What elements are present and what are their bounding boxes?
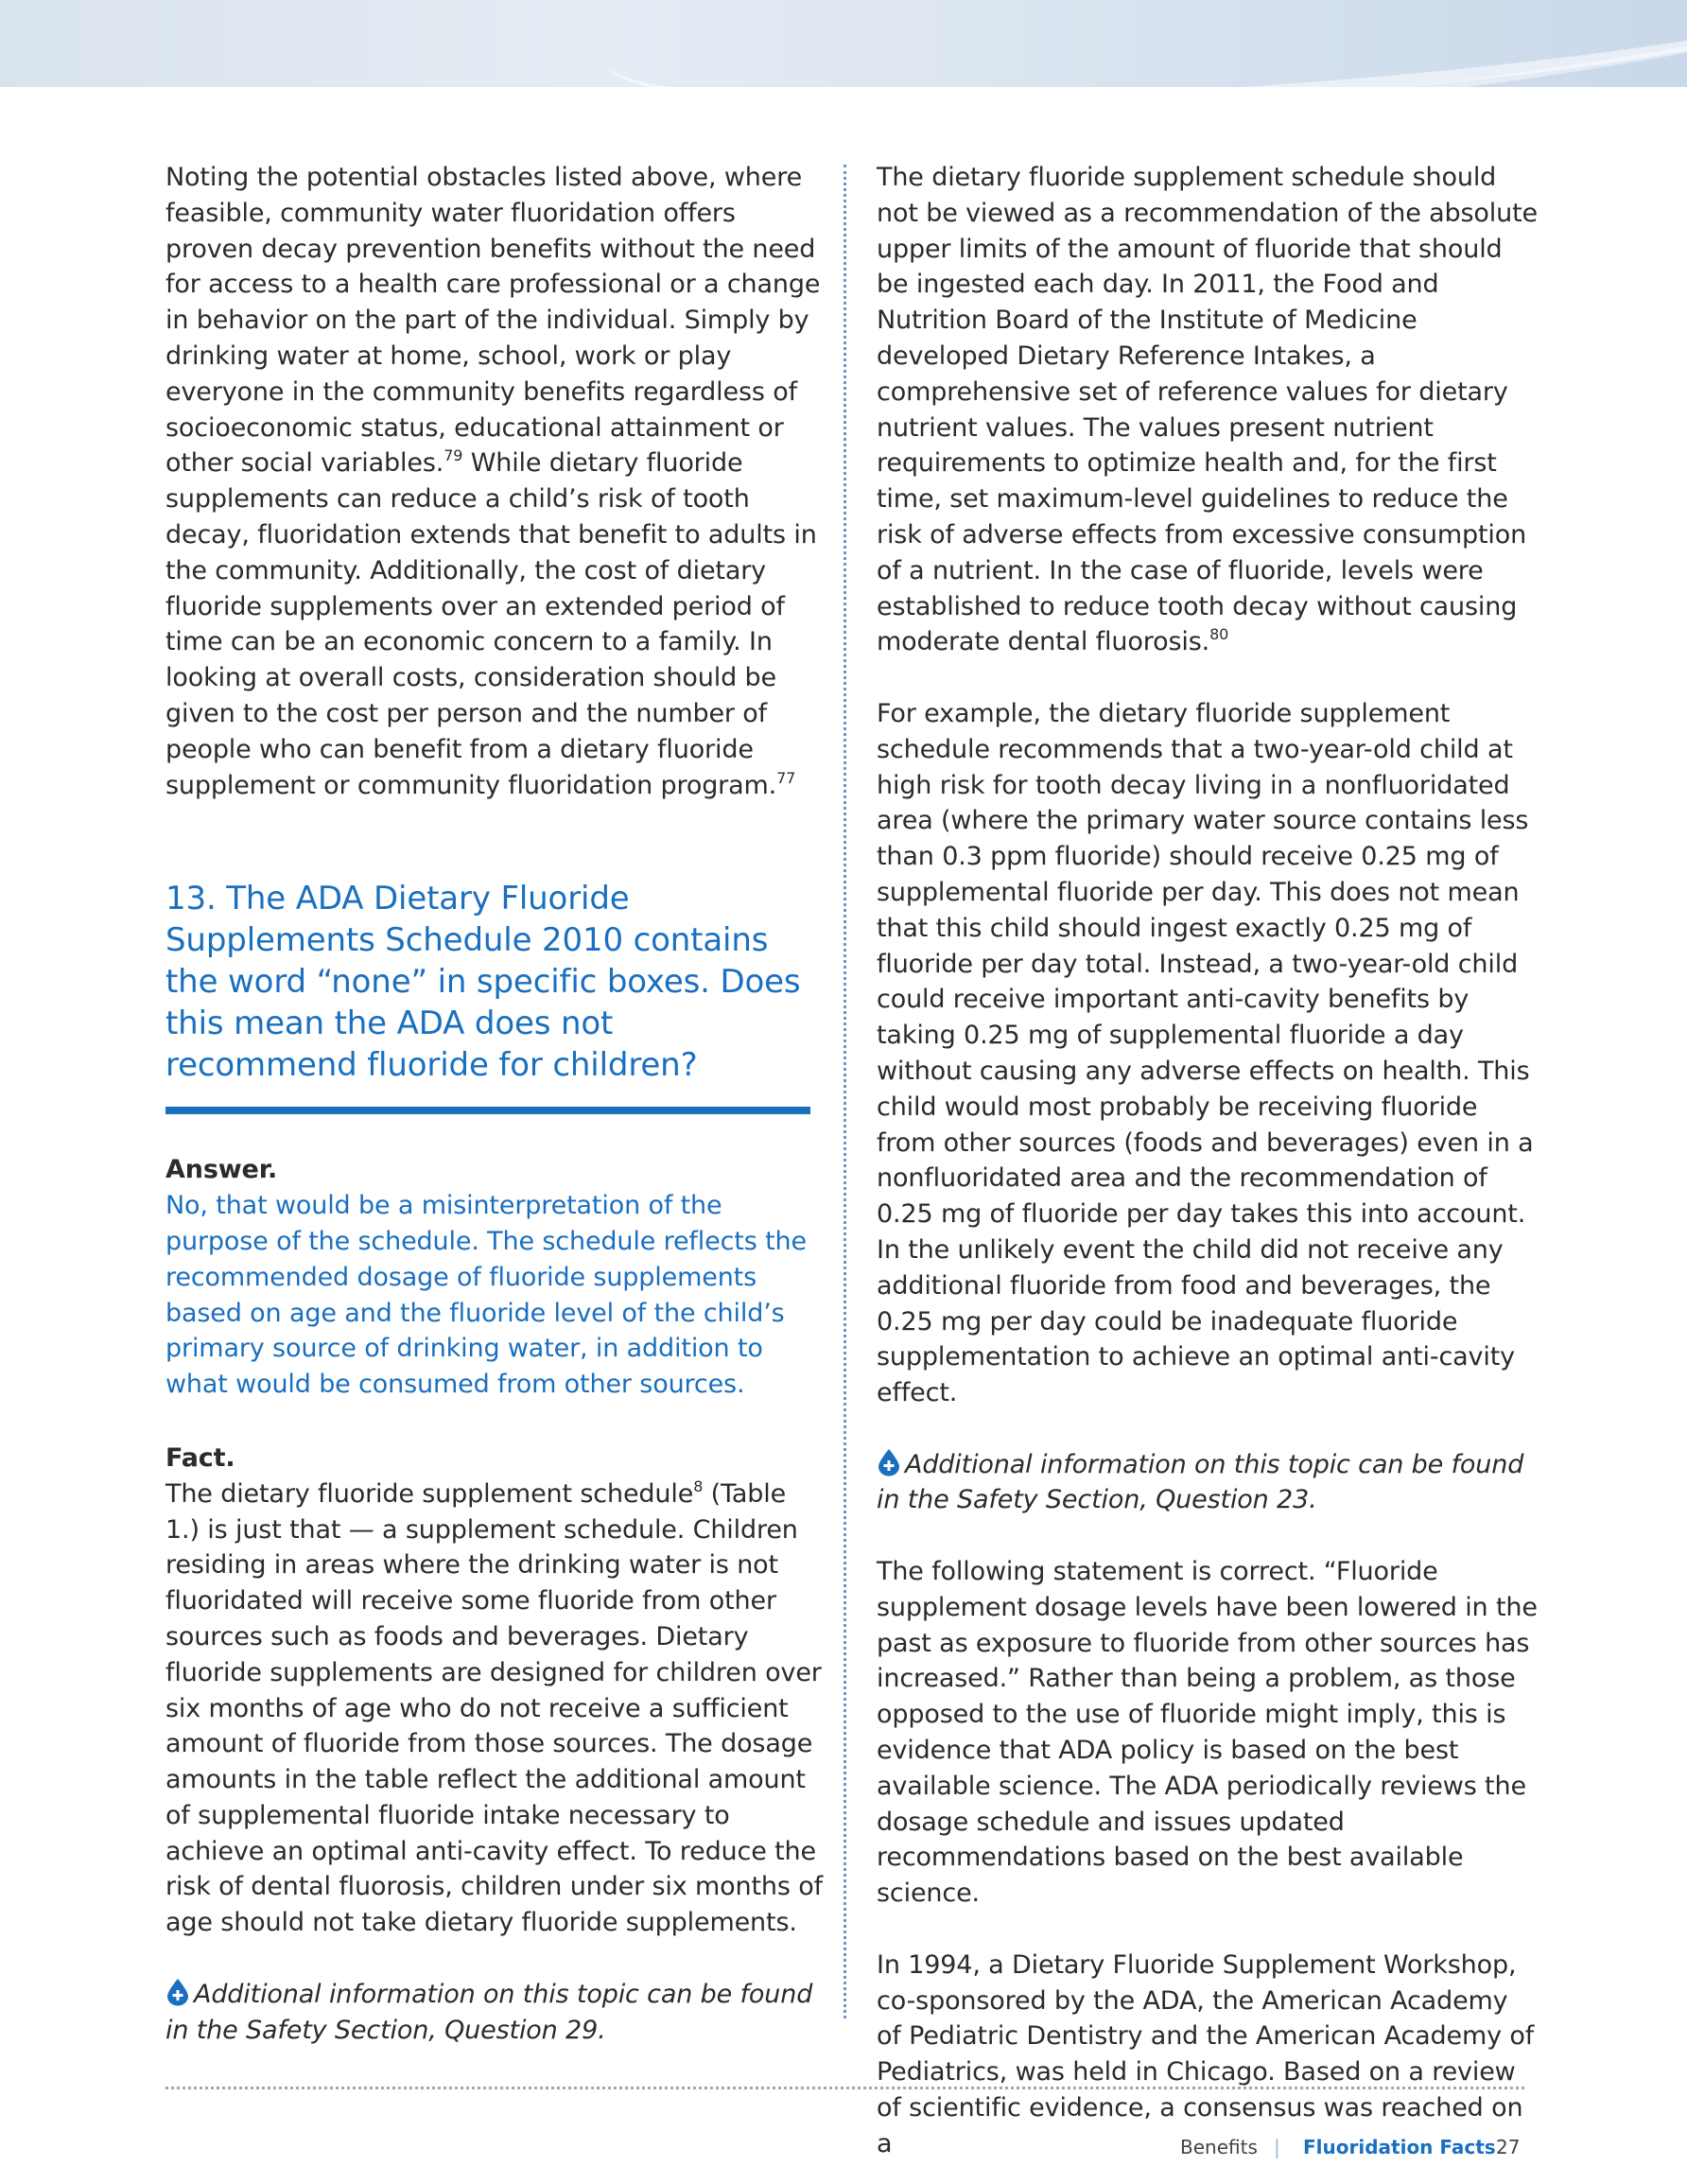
footer-divider	[165, 2087, 1524, 2089]
answer-label: Answer.	[165, 1155, 278, 1185]
paragraph: In 1994, a Dietary Fluoride Supplement Workshop, co-sponsored by the ADA, the American Academy of Pediatric Dentistry and the American Academy of Pediatrics, was held in Chicago. Based on a review of scientific evidence, a consensus was reached on a	[877, 1949, 1535, 2158]
cross-reference-note	[165, 1977, 827, 2049]
paragraph-text: Noting the potential obstacles listed above, where feasible, community water fluoridation offers proven decay prevention benefits without the need for access to a health care professional or a change in behavior on the part of the individual. Simply by drinking water at home, school, work or play everyone in the community benefits regardless of socioeconomic status, educational attainment or other social variables.	[165, 163, 821, 479]
page-number: 27	[1496, 2136, 1521, 2158]
fact-paragraph	[165, 1476, 827, 1941]
left-column	[165, 160, 827, 2048]
reference-number: 79	[443, 446, 463, 465]
paragraph	[877, 160, 1539, 660]
header-band	[0, 0, 1687, 87]
reference-number: 80	[1209, 625, 1229, 644]
note-text: Additional information on this topic can be found in the Safety Section, Question 29.	[165, 1979, 813, 2045]
paragraph: For example, the dietary fluoride supplement schedule recommends that a two-year-old child at high risk for tooth decay living in a nonfluoridated area (where the primary water source contains less than 0.3 ppm fluoride) should receive 0.25 mg of supplemental fluoride per day. This does not mean that this child should ingest exactly 0.25 mg of fluoride per day total. Instead, a two-year-old child could receive important anti-cavity benefits by taking 0.25 mg of supplemental fluoride a day without causing any adverse effects on health. This child would most probably be receiving fluoride from other sources (foods and beverages) even in a nonfluoridated area and the recommendation of 0.25 mg of fluoride per day takes this into account. In the unlikely event the child did not receive any additional fluoride from food and beverages, the 0.25 mg per day could be inadequate fluoride supplementation to achieve an optimal anti-cavity effect.	[877, 698, 1534, 1408]
paragraph-text: While dietary fluoride supplements can reduce a child’s risk of tooth decay, fluoridation extends that benefit to adults in the community. Additionally, the cost of dietary fluoride supplements over an extended period of time can be an economic concern to a family. In looking at overall costs, consideration should be given to the cost per person and the number of people who can benefit from a dietary fluoride supplement or community fluoridation program.	[165, 448, 817, 800]
answer-text: No, that would be a misinterpretation of the purpose of the schedule. The schedule reflects the recommended dosage of fluoride supplements based on age and the fluoride level of the child’s primary source of drinking water, in addition to what would be consumed from other sources.	[165, 1191, 807, 1400]
footer-publication-title: Fluoridation Facts	[1303, 2136, 1496, 2158]
drop-plus-icon	[877, 1448, 901, 1476]
column-divider	[844, 165, 846, 2018]
note-text: Additional information on this topic can be found in the Safety Section, Question 23.	[877, 1449, 1524, 1515]
drop-plus-icon	[165, 1978, 190, 2006]
intro-paragraph	[165, 160, 827, 803]
right-column	[877, 160, 1539, 2162]
footer-separator: |	[1274, 2136, 1280, 2158]
question-heading: 13. The ADA Dietary Fluoride Supplements Schedule 2010 contains the word “none” in specific boxes. Does this mean the ADA does not recommend fluoride for children?	[165, 878, 810, 1114]
paragraph: The following statement is correct. “Fluoride supplement dosage levels have been lowered in the past as exposure to fluoride from other sources has increased.” Rather than being a problem, as those opposed to the use of fluoride might imply, this is evidence that ADA policy is based on the best available science. The ADA periodically reviews the dosage schedule and issues updated recommendations based on the best available science.	[877, 1557, 1538, 1909]
reference-number: 8	[693, 1476, 704, 1495]
paragraph-text: The dietary fluoride supplement schedule	[165, 1478, 694, 1509]
cross-reference-note	[877, 1447, 1539, 1519]
paragraph-text: (Table 1.) is just that — a supplement schedule. Children residing in areas where the drinking water is not fluoridated will receive some fluoride from other sources such as foods and beverages. Dietary fluoride supplements are designed for children over six months of age who do not receive a sufficient amount of fluoride from those sources. The dosage amounts in the table reflect the additional amount of supplemental fluoride intake necessary to achieve an optimal anti-cavity effect. To reduce the risk of dental fluorosis, children under six months of age should not take dietary fluoride supplements.	[165, 1478, 823, 1938]
paragraph-text: The dietary fluoride supplement schedule should not be viewed as a recommendation of the absolute upper limits of the amount of fluoride that should be ingested each day. In 2011, the Food and Nutrition Board of the Institute of Medicine developed Dietary Reference Intakes, a comprehensive set of reference values for dietary nutrient values. The values present nutrient requirements to optimize health and, for the first time, set maximum-level guidelines to reduce the risk of adverse effects from excessive consumption of a nutrient. In the case of fluoride, levels were established to reduce tooth decay without causing moderate dental fluorosis.	[877, 163, 1538, 657]
footer-section-label: Benefits	[1180, 2136, 1258, 2158]
fact-label: Fact.	[165, 1442, 235, 1473]
reference-number: 77	[776, 768, 796, 787]
